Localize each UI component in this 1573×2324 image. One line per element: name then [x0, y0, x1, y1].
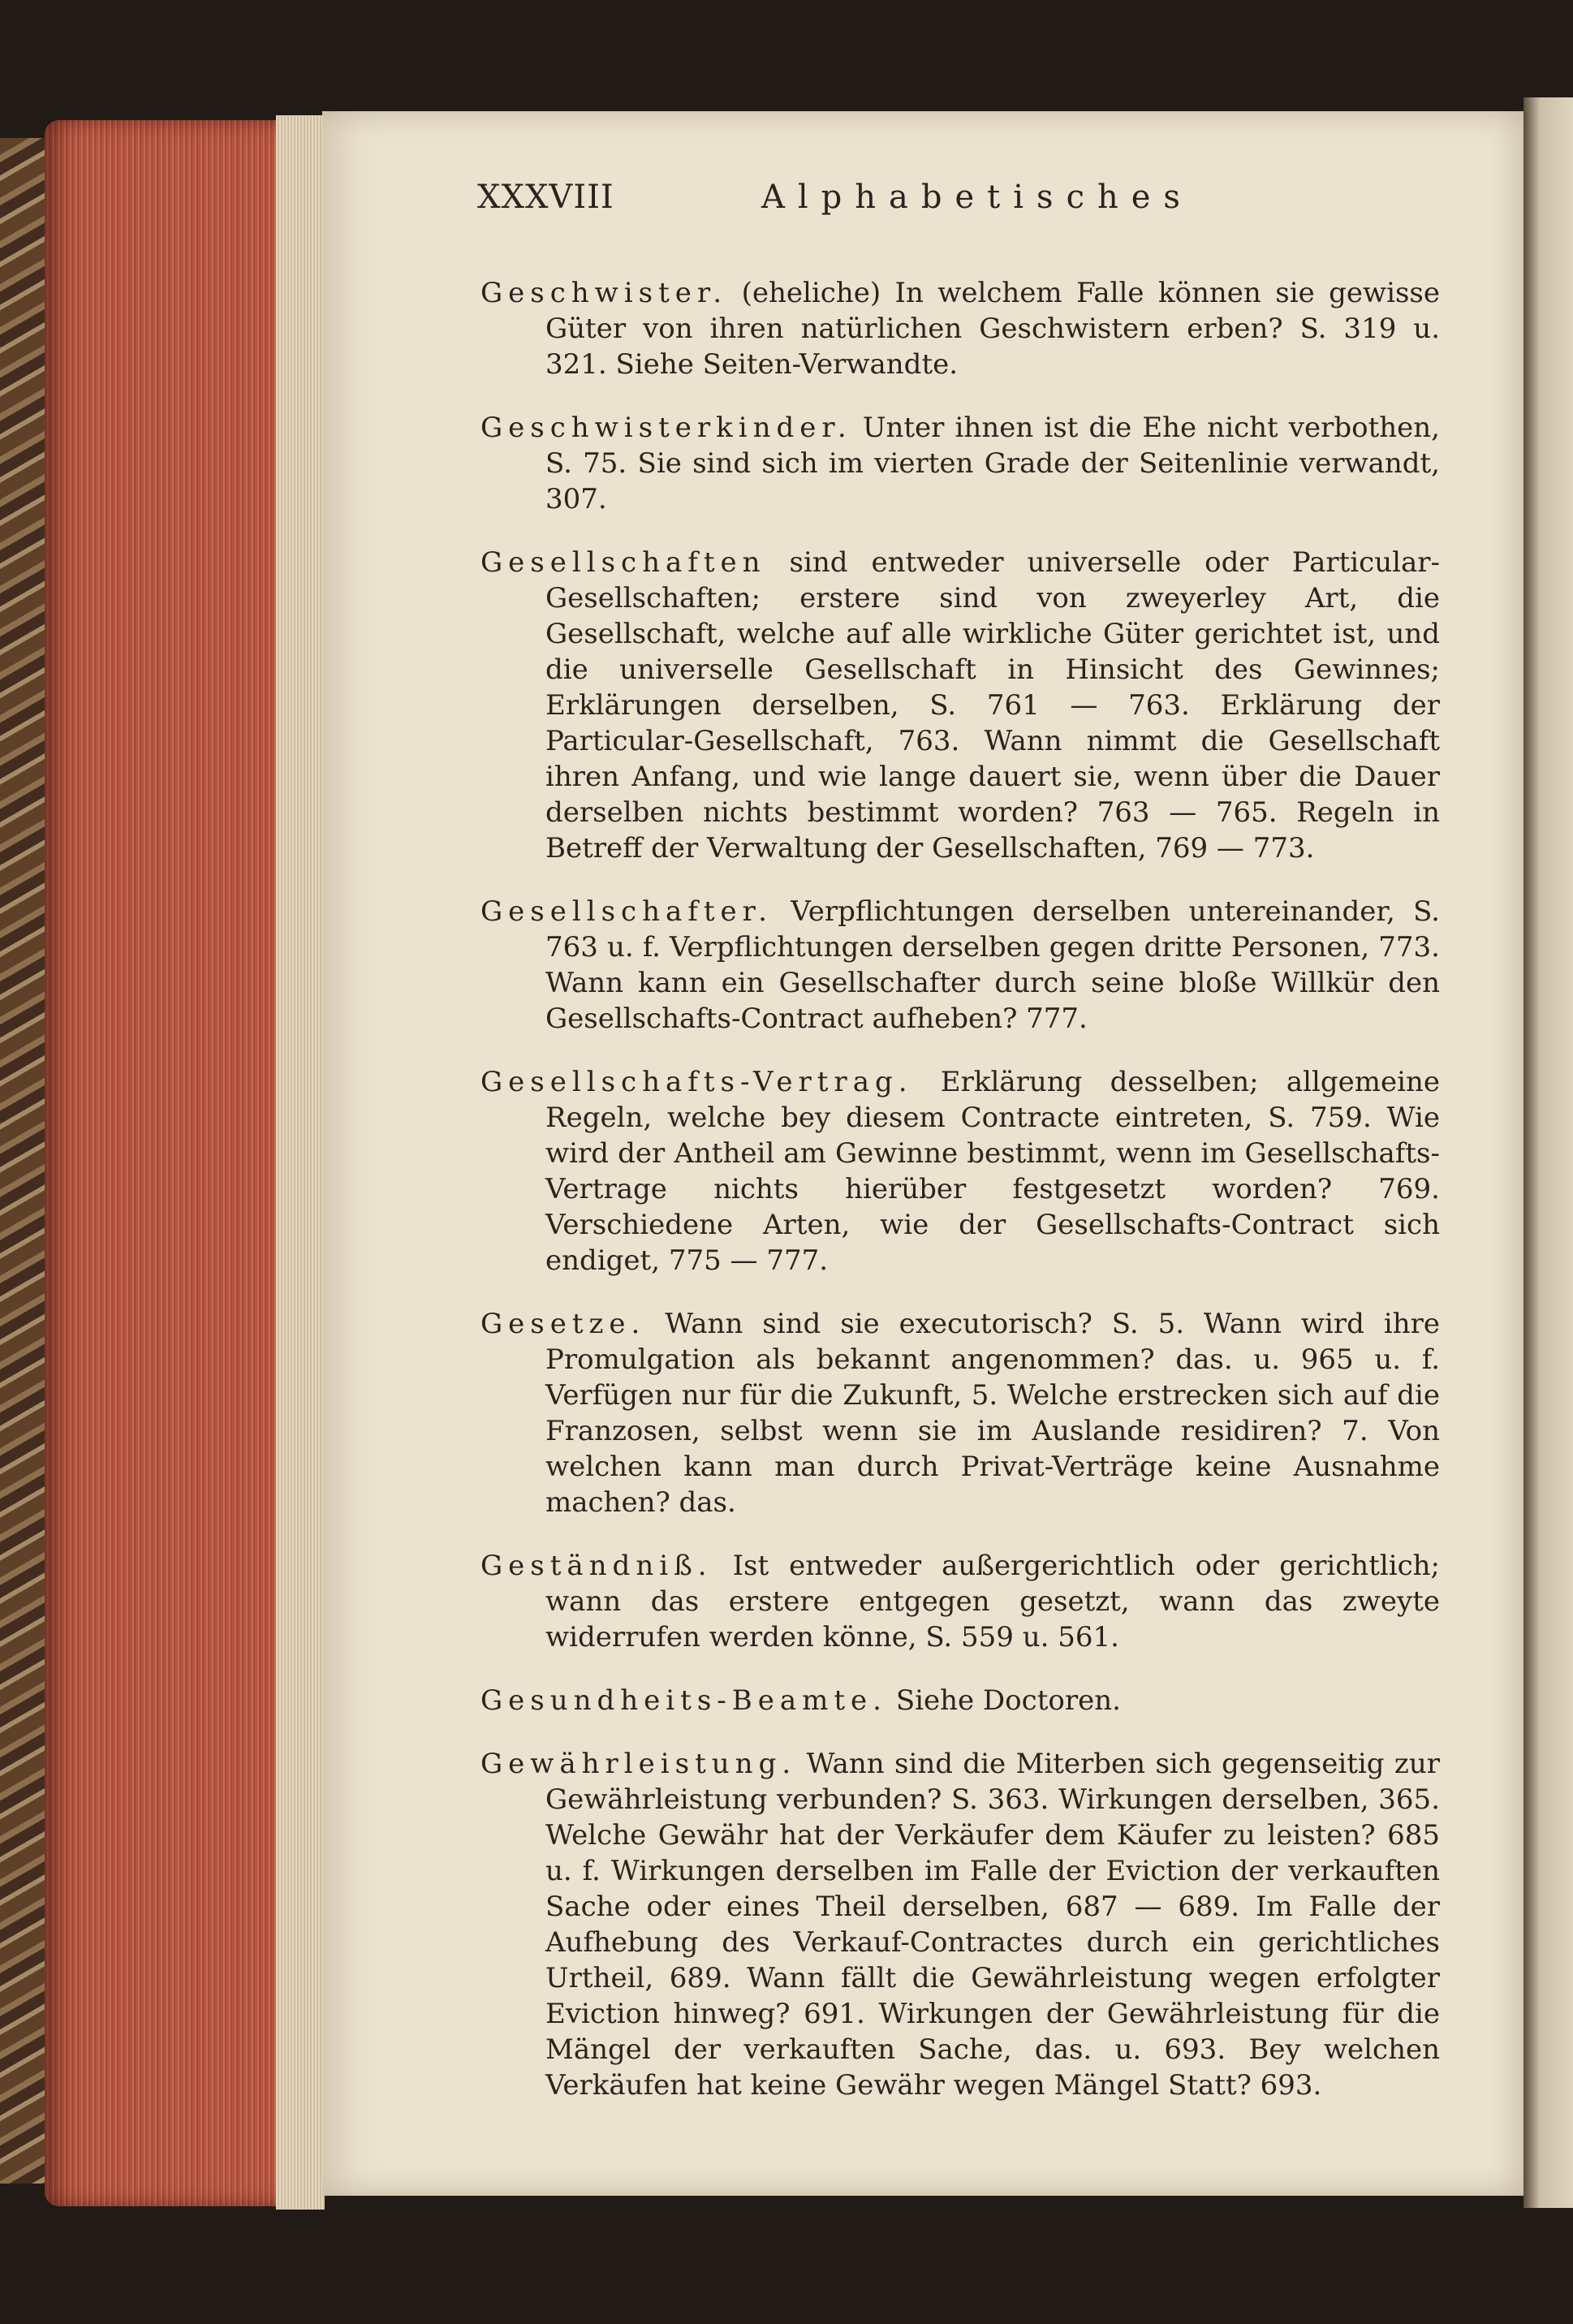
entry-term: Gesellschafter. [481, 895, 773, 928]
index-entry [481, 1548, 1440, 1655]
entry-term: Geschwister. [481, 277, 728, 309]
index-entries [481, 248, 1440, 2125]
entry-text: Wann sind die Miterben sich gegenseitig zur Gewährleistung verbunden? S. 363. Wirkungen derselben, 365. Welche Gewähr hat der Verkäufer dem Käufer zu leisten? 685 u. f. Wirkungen derselben im Falle der Eviction der verkauften Sache oder eines Theil derselben, 687 — 689. Im Falle der Aufhebung des Verkauf-Contractes durch ein gerichtliches Urtheil, 689. Wann fällt die Gewährleistung wegen erfolgter Eviction hinweg? 691. Wirkungen der Gewährleistung für die Mängel der verkauften Sache, das. u. 693. Bey welchen Verkäufen hat keine Gewähr wegen Mängel Statt? 693. [545, 1748, 1440, 2102]
entry-text: Wann sind sie executorisch? S. 5. Wann wird ihre Promulgation als bekannt angenommen? das. u. 965 u. f. Verfügen nur für die Zukunft, 5. Welche erstrecken sich auf die Franzosen, selbst wenn sie im Auslande residiren? 7. Von welchen kann man durch Privat-Verträge keine Ausnahme machen? das. [545, 1308, 1440, 1519]
entry-text: sind entweder universelle oder Particular-Gesellschaften; erstere sind von zweyerley Art, die Gesellschaft, welche auf alle wirkliche Güter gerichtet ist, und die universelle Gesellschaft in Hinsicht des Gewinnes; Erklärungen derselben, S. 761 — 763. Erklärung der Particular-Gesellschaft, 763. Wann nimmt die Gesellschaft ihren Anfang, und wie lange dauert sie, wenn über die Dauer derselben nichts bestimmt worden? 763 — 765. Regeln in Betreff der Verwaltung der Gesellschaften, 769 — 773. [545, 546, 1440, 864]
entry-text: Siehe Doctoren. [895, 1684, 1121, 1717]
index-entry [481, 894, 1440, 1037]
running-title: Alphabetisches [761, 179, 1193, 216]
facing-page-edge [1523, 97, 1573, 2208]
index-entry [481, 1746, 1440, 2103]
index-entry [481, 410, 1440, 517]
entry-text: (eheliche) In welchem Falle können sie gewisse Güter von ihren natürlichen Geschwistern erben? S. 319 u. 321. Siehe Seiten-Verwandte. [545, 277, 1440, 381]
entry-text: Ist entweder außergerichtlich oder gerichtlich; wann das erstere entgegen gesetzt, wann das zweyte widerrufen werden könne, S. 559 u. 561. [545, 1550, 1440, 1654]
entry-term: Gesundheits-Beamte. [481, 1684, 887, 1717]
index-entry [481, 1064, 1440, 1278]
page-number: XXXVIII [477, 179, 614, 216]
page-header [477, 179, 1451, 227]
entry-term: Gewährleistung. [481, 1748, 797, 1780]
entry-term: Gesetze. [481, 1308, 646, 1340]
index-entry [481, 1306, 1440, 1520]
entry-term: Geständniß. [481, 1550, 713, 1582]
entry-term: Gesellschaften [481, 546, 766, 579]
entry-text: Erklärung desselben; allgemeine Regeln, welche bey diesem Contracte eintreten, S. 759. Wie wird der Antheil am Gewinne bestimmt, wenn im Gesellschafts-Vertrage nichts hierüber festgesetzt worden? 769. Verschiedene Arten, wie der Gesellschafts-Contract sich endiget, 775 — 777. [545, 1066, 1440, 1277]
index-entry [481, 275, 1440, 382]
index-entry [481, 1683, 1440, 1718]
entry-term: Gesellschafts-Vertrag. [481, 1066, 913, 1098]
entry-text: Verpflichtungen derselben untereinander, S. 763 u. f. Verpflichtungen derselben gegen dritte Personen, 773. Wann kann ein Gesellschafter durch seine bloße Willkür den Gesellschafts-Contract aufheben? 777. [545, 895, 1440, 1035]
entry-term: Geschwisterkinder. [481, 412, 852, 444]
entry-text: Unter ihnen ist die Ehe nicht verbothen, S. 75. Sie sind sich im vierten Grade der Seitenlinie verwandt, 307. [545, 412, 1440, 515]
page-stack [276, 115, 325, 2210]
index-entry [481, 545, 1440, 866]
